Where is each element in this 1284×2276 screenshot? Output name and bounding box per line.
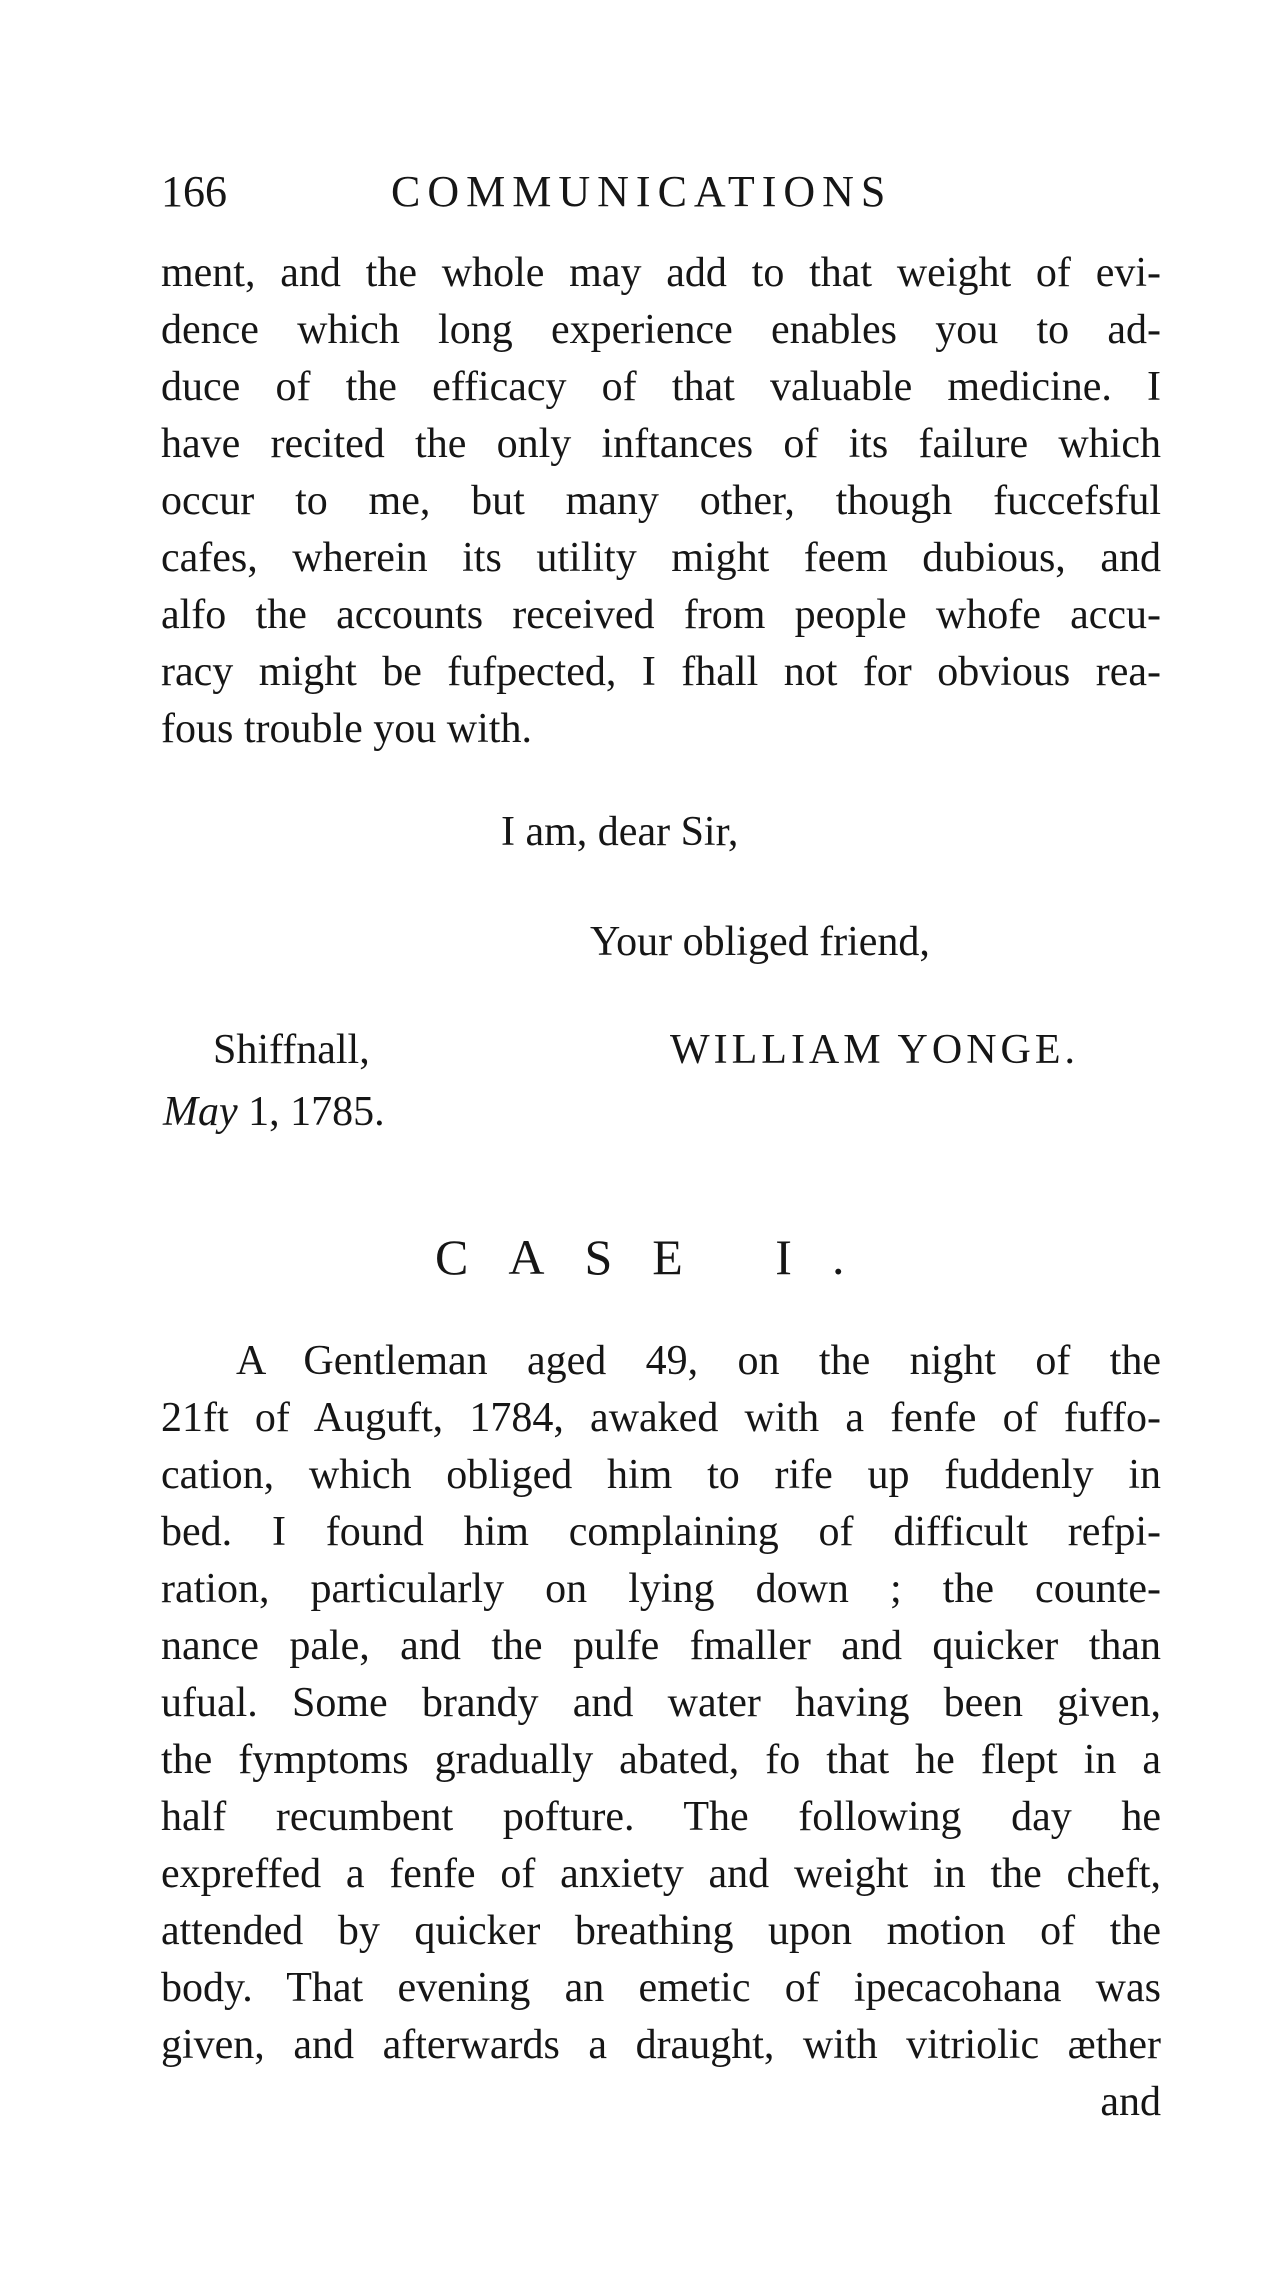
- text-line: nance pale, and the pulfe fmaller and quicker than: [161, 1623, 1161, 1669]
- text-line: ufual. Some brandy and water having been given,: [161, 1680, 1161, 1726]
- text-line: 21ft of Auguft, 1784, awaked with a fenfe of fuffo-: [161, 1395, 1161, 1441]
- page-number: 166: [161, 167, 227, 216]
- text-line: ment, and the whole may add to that weight of evi-: [161, 250, 1161, 296]
- text-line: racy might be fufpected, I fhall not for obvious rea-: [161, 649, 1161, 695]
- letter-date-day-year: 1, 1785.: [248, 1089, 385, 1135]
- running-head: COMMUNICATIONS: [391, 167, 893, 216]
- letter-date-month: May: [163, 1089, 238, 1135]
- text-line: body. That evening an emetic of ipecacohana was: [161, 1965, 1161, 2011]
- paragraph-case-one: [161, 1333, 1161, 2131]
- text-line: bed. I found him complaining of difficult refpi-: [161, 1509, 1161, 1555]
- text-line: expreffed a fenfe of anxiety and weight in the cheft,: [161, 1851, 1161, 1897]
- text-line: A Gentleman aged 49, on the night of the: [236, 1338, 1161, 1384]
- letter-place: Shiffnall,: [213, 1027, 370, 1073]
- page-header: [161, 166, 1011, 226]
- text-line: cation, which obliged him to rife up fuddenly in: [161, 1452, 1161, 1498]
- text-line: cafes, wherein its utility might feem dubious, and: [161, 535, 1161, 581]
- paragraph-letter-body: [161, 245, 1161, 758]
- text-line: half recumbent pofture. The following day he: [161, 1794, 1161, 1840]
- letter-signoff: Your obliged friend,: [590, 919, 930, 965]
- catchword: and: [1100, 2079, 1161, 2125]
- case-heading: CASE I.: [435, 1229, 885, 1285]
- text-line: occur to me, but many other, though fuccefsful: [161, 478, 1161, 524]
- text-line: alfo the accounts received from people whofe accu-: [161, 592, 1161, 638]
- letter-salutation: I am, dear Sir,: [501, 809, 739, 855]
- text-line: dence which long experience enables you to ad-: [161, 307, 1161, 353]
- text-line: have recited the only inftances of its failure which: [161, 421, 1161, 467]
- letter-date: [163, 1088, 385, 1136]
- text-line: ration, particularly on lying down ; the counte-: [161, 1566, 1161, 1612]
- text-line: duce of the efficacy of that valuable medicine. I: [161, 364, 1161, 410]
- text-line: the fymptoms gradually abated, fo that he flept in a: [161, 1737, 1161, 1783]
- text-line: given, and afterwards a draught, with vitriolic æther: [161, 2022, 1161, 2068]
- text-line: attended by quicker breathing upon motion of the: [161, 1908, 1161, 1954]
- letter-signer: WILLIAM YONGE.: [670, 1027, 1080, 1073]
- text-line: fous trouble you with.: [161, 706, 532, 752]
